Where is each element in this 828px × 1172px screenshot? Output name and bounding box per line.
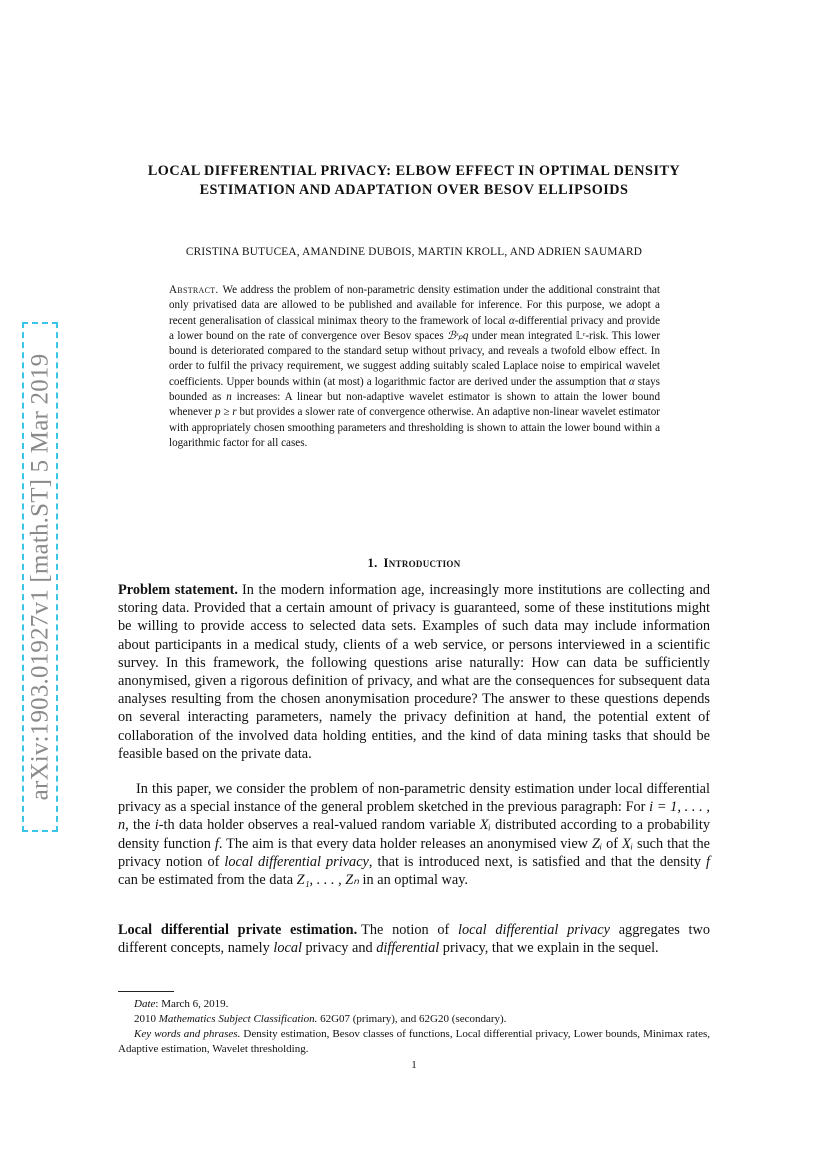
paragraph-local-dp-estimation — [118, 921, 710, 957]
author-list: CRISTINA BUTUCEA, AMANDINE DUBOIS, MARTIN KROLL, AND ADRIEN SAUMARD — [185, 246, 643, 258]
paragraph-text: such that the privacy notion of — [118, 835, 710, 870]
math-inline: Xᵢ — [622, 835, 634, 852]
abstract-math-p-geq-r: p ≥ r — [214, 406, 237, 419]
section-number: 1. — [367, 556, 378, 570]
abstract-text: but provides a slower rate of convergence otherwise. An adaptive non-linear wavelet estimator with appropriately chosen smoothing parameters and thresholding is shown to attain the lower bound within a logarithmic factor for all cases. — [169, 406, 660, 449]
paragraph-text: In the modern information age, increasingly more institutions are collecting and storing data. Provided that a certain amount of privacy is guaranteed, some of these institutions might be willing to provide access to selected data sets. Examples of such data may include information about participants in a medical study, clients of a web service, or persons interviewed in a scientific survey. In this framework, the following questions arise naturally: How can data be sufficiently anonymised, given a rigorous definition of privacy, and what are the consequences for subsequent data analyses resulting from the chosen anonymisation procedure? The answer to these questions depends on several interacting parameters, namely the privacy definition at hand, the potential extent of collaboration of the involved data holding entities, and the kind of data mining tasks that should be feasible based on the private data. — [118, 582, 710, 762]
abstract-math-lr: 𝕃ʳ — [575, 329, 586, 342]
math-inline: f — [214, 835, 219, 852]
paragraph-this-paper — [118, 780, 710, 889]
abstract-heading: Abstract. — [169, 284, 219, 296]
section-title: Introduction — [383, 556, 461, 570]
paragraph-text: . The aim is that every data holder releases an anonymised view — [218, 835, 592, 852]
paragraph-text: in an optimal way. — [358, 872, 469, 889]
paragraph-text: can be estimated from the data — [118, 872, 297, 889]
footnote-text: 62G07 (primary), and 62G20 (secondary). — [317, 1013, 507, 1025]
paragraph-text: , the — [125, 817, 155, 834]
footnote-divider — [118, 991, 174, 992]
math-inline: Z₁, . . . , Zₙ — [296, 872, 359, 889]
footnote-label: Date — [134, 998, 156, 1010]
paragraph-text: , that is introduced next, is satisfied and that the density — [368, 853, 707, 870]
footnote-label: Key words and phrases. — [134, 1028, 241, 1040]
arxiv-identifier-stamp — [22, 322, 58, 832]
paragraph-text: distributed according to a probability density function — [118, 817, 710, 852]
footnote-date — [118, 997, 710, 1012]
abstract-math-alpha: α — [628, 375, 635, 388]
paragraph-lead: Local differential private estimation. — [118, 922, 358, 938]
page-number: 1 — [411, 1059, 417, 1071]
abstract-text: stays bounded as — [169, 375, 660, 404]
paragraph-lead: Problem statement. — [118, 582, 238, 598]
math-inline: Xᵢ — [479, 817, 491, 834]
math-inline: i = 1, . . . , n — [118, 799, 711, 834]
footnote-keywords — [118, 1027, 710, 1058]
paragraph-text: privacy, that we explain in the sequel. — [439, 940, 659, 957]
abstract-math-alpha: α — [508, 314, 515, 327]
abstract — [169, 283, 660, 451]
paragraph-text: The notion of — [361, 922, 459, 938]
emphasis-text: local differential privacy — [224, 853, 369, 870]
abstract-math-n: n — [226, 391, 232, 404]
section-heading — [118, 556, 710, 571]
paragraph-text: of — [602, 835, 623, 852]
abstract-text: under mean integrated — [468, 329, 576, 342]
paragraph-text: -th data holder observes a real-valued random variable — [158, 817, 480, 834]
paragraph-text: privacy and — [301, 940, 377, 957]
footnote-text: 2010 — [134, 1013, 159, 1025]
paper-title: LOCAL DIFFERENTIAL PRIVACY: ELBOW EFFECT IN OPTIMAL DENSITY ESTIMATION AND ADAPTATION OVER BESOV ELLIPSOIDS — [147, 163, 681, 198]
abstract-text: We address the problem of non-parametric density estimation under the additional constraint that only privatised data are allowed to be published and available for inference. For this purpose, we adopt a recent generalisation of classical minimax theory to the framework of local — [169, 284, 660, 327]
paragraph-problem-statement — [118, 581, 710, 763]
footnote-text: Density estimation, Besov classes of functions, Local differential privacy, Lower bounds, Minimax rates, Adaptive estimation, Wavelet thresholding. — [118, 1028, 710, 1056]
math-inline: Zᵢ — [591, 835, 603, 852]
footnote-text: : March 6, 2019. — [155, 998, 229, 1010]
abstract-text: increases: A linear but non-adaptive wavelet estimator is shown to attain the lower bound whenever — [169, 391, 660, 419]
emphasis-text: local — [273, 940, 302, 957]
footnote-msc — [118, 1012, 710, 1027]
math-inline: i — [154, 817, 159, 834]
emphasis-text: differential — [376, 940, 440, 957]
math-inline: f — [706, 853, 710, 870]
paragraph-text: aggregates two different concepts, namely — [118, 922, 711, 957]
paragraph-text: In this paper, we consider the problem of non-parametric density estimation under local differential privacy as a special instance of the general problem sketched in the previous paragraph: For — [118, 781, 710, 816]
abstract-text: -differential privacy and provide a lower bound on the rate of convergence over Besov spaces — [169, 314, 660, 342]
abstract-text: -risk. This lower bound is deteriorated compared to the standard setup without privacy, and reveals a twofold elbow effect. In order to fulfil the privacy requirement, we suggest adding suitably scaled Laplace noise to empirical wavelet coefficients. Upper bounds within (at most) a logarithmic factor are derived under the assumption that — [169, 329, 661, 388]
emphasis-text: local differential privacy — [458, 922, 610, 938]
arxiv-identifier-text: arXiv:1903.01927v1 [math.ST] 5 Mar 2019 — [26, 353, 54, 801]
footnote-label: Mathematics Subject Classification. — [158, 1013, 318, 1025]
abstract-math-besov-space: ℬˢₚq — [447, 329, 469, 342]
